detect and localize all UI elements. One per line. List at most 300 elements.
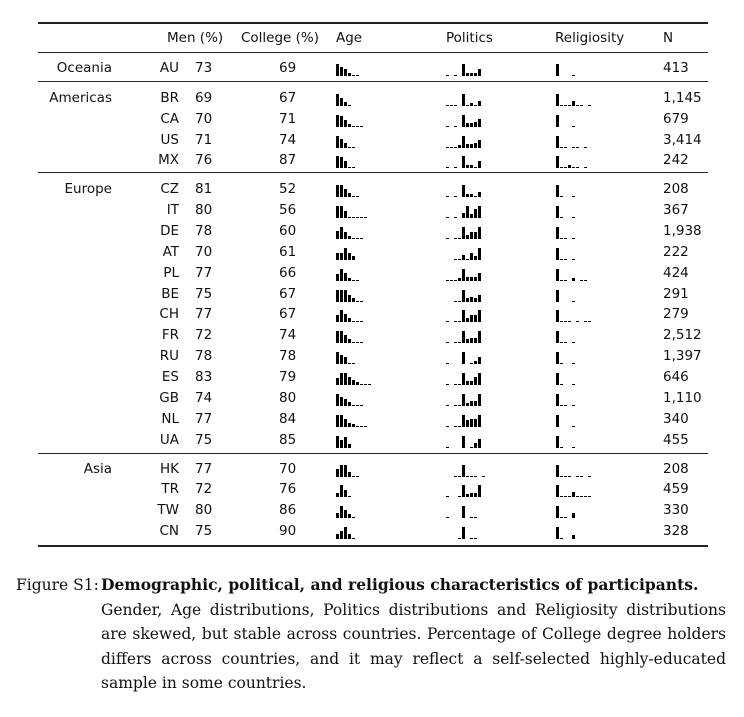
religiosity-sparkline-bar xyxy=(572,259,575,260)
table-rule xyxy=(38,172,708,173)
age-sparkline-bar xyxy=(356,196,359,197)
religiosity-sparkline-bar xyxy=(576,476,579,477)
politics-sparkline-bar xyxy=(454,75,457,76)
politics-sparkline-bar xyxy=(474,209,477,218)
age-sparkline-bar xyxy=(348,318,351,322)
religiosity-sparkline-bar xyxy=(560,259,563,260)
sample-size: 679 xyxy=(663,111,689,127)
religiosity-sparkline-bar xyxy=(564,238,567,239)
age-sparkline xyxy=(336,526,356,539)
politics-sparkline-bar xyxy=(470,381,473,385)
politics-sparkline-bar xyxy=(466,420,469,427)
politics-sparkline-bar xyxy=(474,517,477,518)
religiosity-sparkline-bar xyxy=(584,147,587,148)
religiosity-sparkline xyxy=(556,63,576,76)
age-sparkline xyxy=(336,268,360,281)
politics-sparkline-bar xyxy=(474,361,477,364)
politics-sparkline-bar xyxy=(470,447,473,448)
religiosity-sparkline xyxy=(556,135,588,148)
politics-sparkline-bar xyxy=(474,122,477,127)
age-sparkline-bar xyxy=(340,373,343,385)
men-percent: 72 xyxy=(195,327,213,343)
age-sparkline-bar xyxy=(352,280,355,281)
religiosity-sparkline-bar xyxy=(576,167,579,168)
age-sparkline-bar xyxy=(344,211,347,218)
religiosity-sparkline-bar xyxy=(560,447,563,448)
politics-sparkline-bar xyxy=(454,384,457,385)
politics-sparkline-bar xyxy=(474,256,477,260)
religiosity-sparkline-bar xyxy=(556,527,559,539)
politics-sparkline-bar xyxy=(454,105,457,106)
politics-sparkline-bar xyxy=(470,401,473,406)
religiosity-sparkline-bar xyxy=(572,196,575,197)
politics-sparkline-bar xyxy=(458,405,461,406)
politics-sparkline-bar xyxy=(454,405,457,406)
politics-sparkline-bar xyxy=(466,476,469,477)
politics-sparkline-bar xyxy=(482,476,485,477)
religiosity-sparkline-bar xyxy=(560,517,563,518)
sample-size: 208 xyxy=(663,461,689,477)
age-sparkline-bar xyxy=(348,105,351,106)
college-percent: 67 xyxy=(279,306,297,322)
age-sparkline-bar xyxy=(344,465,347,477)
age-sparkline-bar xyxy=(340,397,343,406)
religiosity-sparkline-bar xyxy=(568,165,571,168)
religiosity-sparkline-bar xyxy=(560,363,563,364)
politics-sparkline-bar xyxy=(478,192,481,197)
religiosity-sparkline-bar xyxy=(556,248,559,260)
age-sparkline-bar xyxy=(356,382,359,385)
religiosity-sparkline-bar xyxy=(556,94,559,106)
politics-sparkline-bar xyxy=(458,145,461,148)
politics-sparkline-bar xyxy=(458,496,461,497)
age-sparkline xyxy=(336,351,356,364)
politics-sparkline-bar xyxy=(462,527,465,539)
age-sparkline-bar xyxy=(336,206,339,218)
country-code: AT xyxy=(162,244,179,260)
religiosity-sparkline-bar xyxy=(556,290,559,302)
religiosity-sparkline-bar xyxy=(564,342,567,343)
religiosity-sparkline xyxy=(556,155,588,168)
religiosity-sparkline-bar xyxy=(572,535,575,539)
age-sparkline-bar xyxy=(336,378,339,385)
sample-size: 330 xyxy=(663,502,689,518)
politics-sparkline-bar xyxy=(470,315,473,322)
sample-size: 3,414 xyxy=(663,132,702,148)
religiosity-sparkline xyxy=(556,505,576,518)
age-sparkline-bar xyxy=(336,331,339,343)
religiosity-sparkline-bar xyxy=(556,394,559,406)
men-percent: 73 xyxy=(195,60,213,76)
age-sparkline-bar xyxy=(336,415,339,427)
politics-sparkline-bar xyxy=(454,167,457,168)
politics-sparkline-bar xyxy=(446,496,449,497)
politics-sparkline-bar xyxy=(462,227,465,239)
politics-sparkline-bar xyxy=(458,301,461,302)
religiosity-sparkline-bar xyxy=(572,405,575,406)
region-label: Asia xyxy=(83,461,112,477)
religiosity-sparkline-bar xyxy=(584,280,587,281)
religiosity-sparkline-bar xyxy=(588,496,591,497)
age-sparkline-bar xyxy=(340,157,343,168)
age-sparkline-bar xyxy=(356,217,359,218)
header-politics: Politics xyxy=(446,30,493,46)
age-sparkline-bar xyxy=(348,295,351,302)
age-sparkline-bar xyxy=(364,426,367,427)
age-sparkline-bar xyxy=(348,377,351,385)
age-sparkline-bar xyxy=(340,227,343,239)
religiosity-sparkline-bar xyxy=(560,196,563,197)
politics-sparkline-bar xyxy=(446,167,449,168)
politics-sparkline-bar xyxy=(474,73,477,76)
age-sparkline-bar xyxy=(336,469,339,477)
men-percent: 71 xyxy=(195,132,213,148)
religiosity-sparkline-bar xyxy=(556,115,559,127)
politics-sparkline-bar xyxy=(470,194,473,197)
men-percent: 81 xyxy=(195,181,213,197)
age-sparkline xyxy=(336,226,364,239)
politics-sparkline-bar xyxy=(466,259,469,260)
age-sparkline xyxy=(336,435,352,448)
politics-sparkline-bar xyxy=(462,94,465,106)
college-percent: 86 xyxy=(279,502,297,518)
age-sparkline-bar xyxy=(344,161,347,168)
religiosity-sparkline xyxy=(556,309,592,322)
age-sparkline-bar xyxy=(360,321,363,322)
religiosity-sparkline xyxy=(556,464,592,477)
country-code: US xyxy=(160,132,179,148)
age-sparkline-bar xyxy=(348,193,351,197)
religiosity-sparkline-bar xyxy=(560,238,563,239)
religiosity-sparkline xyxy=(556,484,592,497)
country-code: NL xyxy=(161,411,179,427)
country-code: ES xyxy=(161,369,179,385)
age-sparkline-bar xyxy=(352,217,355,218)
table-rule xyxy=(38,453,708,454)
caption-body: Gender, Age distributions, Politics distributions and Religiosity distributions are skewed, but stable across countries. Percentage of College degree holders differs across countries, and it may reflect a self-selected highly-educated sample in some countries. xyxy=(101,600,726,692)
country-code: UA xyxy=(159,432,179,448)
men-percent: 72 xyxy=(195,481,213,497)
politics-sparkline-bar xyxy=(458,384,461,385)
college-percent: 80 xyxy=(279,390,297,406)
politics-sparkline-bar xyxy=(466,318,469,322)
religiosity-sparkline-bar xyxy=(572,363,575,364)
politics-sparkline xyxy=(446,184,482,197)
age-sparkline-bar xyxy=(364,384,367,385)
age-sparkline-bar xyxy=(348,339,351,343)
sample-size: 242 xyxy=(663,152,689,168)
politics-sparkline-bar xyxy=(458,321,461,322)
age-sparkline-bar xyxy=(344,510,347,518)
politics-sparkline-bar xyxy=(470,517,473,518)
religiosity-sparkline-bar xyxy=(588,105,591,106)
age-sparkline-bar xyxy=(360,405,363,406)
politics-sparkline-bar xyxy=(466,339,469,343)
college-percent: 61 xyxy=(279,244,297,260)
caption-label: Figure S1: xyxy=(16,576,99,594)
religiosity-sparkline xyxy=(556,351,576,364)
religiosity-sparkline-bar xyxy=(564,321,567,322)
politics-sparkline xyxy=(446,114,482,127)
politics-sparkline-bar xyxy=(474,419,477,427)
men-percent: 80 xyxy=(195,502,213,518)
religiosity-sparkline-bar xyxy=(556,156,559,168)
college-percent: 85 xyxy=(279,432,297,448)
sample-size: 291 xyxy=(663,286,689,302)
age-sparkline-bar xyxy=(340,139,343,148)
religiosity-sparkline-bar xyxy=(560,496,563,497)
age-sparkline-bar xyxy=(352,538,355,539)
politics-sparkline-bar xyxy=(462,255,465,260)
religiosity-sparkline-bar xyxy=(556,310,559,322)
religiosity-sparkline-bar xyxy=(572,101,575,106)
politics-sparkline-bar xyxy=(462,373,465,385)
sample-size: 646 xyxy=(663,369,689,385)
politics-sparkline xyxy=(446,135,482,148)
politics-sparkline xyxy=(446,93,482,106)
politics-sparkline-bar xyxy=(466,194,469,197)
sample-size: 2,512 xyxy=(663,327,702,343)
country-code: CZ xyxy=(160,181,179,197)
age-sparkline xyxy=(336,135,356,148)
age-sparkline-bar xyxy=(336,290,339,302)
age-sparkline-bar xyxy=(360,426,363,427)
politics-sparkline-bar xyxy=(478,119,481,127)
politics-sparkline xyxy=(446,351,482,364)
age-sparkline-bar xyxy=(344,373,347,385)
age-sparkline-bar xyxy=(352,238,355,239)
religiosity-sparkline-bar xyxy=(564,259,567,260)
age-sparkline-bar xyxy=(352,75,355,76)
politics-sparkline-bar xyxy=(446,363,449,364)
politics-sparkline-bar xyxy=(462,352,465,364)
politics-sparkline-bar xyxy=(446,238,449,239)
politics-sparkline-bar xyxy=(458,278,461,281)
politics-sparkline-bar xyxy=(462,290,465,302)
politics-sparkline-bar xyxy=(466,235,469,239)
religiosity-sparkline-bar xyxy=(584,496,587,497)
college-percent: 67 xyxy=(279,286,297,302)
politics-sparkline-bar xyxy=(470,144,473,148)
politics-sparkline-bar xyxy=(450,147,453,148)
politics-sparkline-bar xyxy=(478,69,481,76)
men-percent: 77 xyxy=(195,461,213,477)
politics-sparkline-bar xyxy=(450,105,453,106)
religiosity-sparkline-bar xyxy=(572,384,575,385)
politics-sparkline-bar xyxy=(446,75,449,76)
age-sparkline-bar xyxy=(340,290,343,302)
college-percent: 74 xyxy=(279,327,297,343)
sample-size: 1,397 xyxy=(663,348,702,364)
religiosity-sparkline-bar xyxy=(584,167,587,168)
age-sparkline-bar xyxy=(356,405,359,406)
age-sparkline-bar xyxy=(356,426,359,427)
politics-sparkline xyxy=(446,526,478,539)
religiosity-sparkline-bar xyxy=(556,485,559,497)
age-sparkline-bar xyxy=(356,280,359,281)
age-sparkline xyxy=(336,114,364,127)
college-percent: 52 xyxy=(279,181,297,197)
religiosity-sparkline-bar xyxy=(556,373,559,385)
politics-sparkline-bar xyxy=(474,401,477,406)
age-sparkline xyxy=(336,247,356,260)
religiosity-sparkline-bar xyxy=(580,496,583,497)
politics-sparkline xyxy=(446,205,482,218)
age-sparkline xyxy=(336,464,360,477)
religiosity-sparkline-bar xyxy=(556,331,559,343)
header-college: College (%) xyxy=(241,30,320,46)
politics-sparkline-bar xyxy=(454,196,457,197)
sample-size: 1,938 xyxy=(663,223,702,239)
age-sparkline-bar xyxy=(348,423,351,427)
politics-sparkline-bar xyxy=(462,485,465,497)
politics-sparkline-bar xyxy=(462,213,465,218)
age-sparkline-bar xyxy=(352,380,355,385)
politics-sparkline-bar xyxy=(470,338,473,343)
age-sparkline-bar xyxy=(344,527,347,539)
politics-sparkline-bar xyxy=(446,426,449,427)
religiosity-sparkline-bar xyxy=(556,269,559,281)
politics-sparkline xyxy=(446,155,482,168)
age-sparkline-bar xyxy=(336,513,339,518)
politics-sparkline xyxy=(446,505,478,518)
politics-sparkline-bar xyxy=(478,161,481,168)
age-sparkline-bar xyxy=(352,256,355,260)
country-code: PL xyxy=(163,265,179,281)
men-percent: 77 xyxy=(195,306,213,322)
table-rule xyxy=(38,22,708,24)
religiosity-sparkline-bar xyxy=(560,105,563,106)
religiosity-sparkline xyxy=(556,93,592,106)
age-sparkline xyxy=(336,309,364,322)
age-sparkline-bar xyxy=(360,342,363,343)
politics-sparkline-bar xyxy=(466,381,469,385)
age-sparkline xyxy=(336,414,368,427)
age-sparkline-bar xyxy=(348,73,351,76)
age-sparkline-bar xyxy=(368,384,371,385)
age-sparkline-bar xyxy=(348,444,351,448)
age-sparkline-bar xyxy=(344,143,347,148)
politics-sparkline-bar xyxy=(458,342,461,343)
religiosity-sparkline-bar xyxy=(560,538,563,539)
politics-sparkline-bar xyxy=(478,101,481,106)
sample-size: 413 xyxy=(663,60,689,76)
politics-sparkline-bar xyxy=(454,147,457,148)
country-code: RU xyxy=(159,348,179,364)
politics-sparkline-bar xyxy=(446,147,449,148)
religiosity-sparkline-bar xyxy=(556,136,559,148)
age-sparkline-bar xyxy=(336,253,339,260)
country-code: IT xyxy=(166,202,179,218)
politics-sparkline-bar xyxy=(474,476,477,477)
header-religiosity: Religiosity xyxy=(555,30,625,46)
politics-sparkline-bar xyxy=(470,253,473,260)
men-percent: 80 xyxy=(195,202,213,218)
politics-sparkline-bar xyxy=(446,405,449,406)
age-sparkline-bar xyxy=(344,490,347,497)
politics-sparkline-bar xyxy=(462,394,465,406)
age-sparkline xyxy=(336,505,356,518)
religiosity-sparkline-bar xyxy=(560,217,563,218)
age-sparkline-bar xyxy=(356,238,359,239)
politics-sparkline-bar xyxy=(458,538,461,539)
religiosity-sparkline-bar xyxy=(572,167,575,168)
religiosity-sparkline-bar xyxy=(580,280,583,281)
religiosity-sparkline-bar xyxy=(560,384,563,385)
religiosity-sparkline-bar xyxy=(564,167,567,168)
college-percent: 87 xyxy=(279,152,297,168)
politics-sparkline-bar xyxy=(458,426,461,427)
religiosity-sparkline-bar xyxy=(576,496,579,497)
college-percent: 69 xyxy=(279,60,297,76)
age-sparkline-bar xyxy=(356,321,359,322)
religiosity-sparkline xyxy=(556,247,576,260)
age-sparkline-bar xyxy=(344,189,347,197)
politics-sparkline-bar xyxy=(474,443,477,448)
politics-sparkline-bar xyxy=(466,403,469,406)
age-sparkline-bar xyxy=(352,126,355,127)
age-sparkline-bar xyxy=(336,315,339,322)
country-code: GB xyxy=(159,390,179,406)
men-percent: 76 xyxy=(195,152,213,168)
religiosity-sparkline-bar xyxy=(572,513,575,518)
age-sparkline-bar xyxy=(352,517,355,518)
politics-sparkline-bar xyxy=(462,331,465,343)
politics-sparkline-bar xyxy=(446,196,449,197)
sample-size: 424 xyxy=(663,265,689,281)
sample-size: 459 xyxy=(663,481,689,497)
age-sparkline-bar xyxy=(352,321,355,322)
age-sparkline-bar xyxy=(348,363,351,364)
religiosity-sparkline-bar xyxy=(564,147,567,148)
age-sparkline-bar xyxy=(336,94,339,106)
politics-sparkline-bar xyxy=(454,426,457,427)
region-label: Oceania xyxy=(56,60,112,76)
politics-sparkline-bar xyxy=(454,217,457,218)
religiosity-sparkline-bar xyxy=(560,321,563,322)
age-sparkline-bar xyxy=(340,485,343,497)
country-code: MX xyxy=(158,152,179,168)
religiosity-sparkline-bar xyxy=(564,496,567,497)
age-sparkline-bar xyxy=(340,355,343,364)
age-sparkline xyxy=(336,372,372,385)
politics-sparkline-bar xyxy=(478,373,481,385)
religiosity-sparkline-bar xyxy=(556,436,559,448)
politics-sparkline-bar xyxy=(454,476,457,477)
men-percent: 75 xyxy=(195,286,213,302)
religiosity-sparkline xyxy=(556,226,576,239)
religiosity-sparkline-bar xyxy=(560,476,563,477)
politics-sparkline-bar xyxy=(466,144,469,148)
politics-sparkline-bar xyxy=(478,439,481,448)
politics-sparkline xyxy=(446,247,482,260)
age-sparkline-bar xyxy=(336,493,339,497)
age-sparkline-bar xyxy=(348,253,351,260)
age-sparkline-bar xyxy=(340,310,343,322)
age-sparkline-bar xyxy=(344,314,347,322)
religiosity-sparkline-bar xyxy=(576,147,579,148)
age-sparkline-bar xyxy=(344,419,347,427)
politics-sparkline-bar xyxy=(474,338,477,343)
politics-sparkline-bar xyxy=(454,342,457,343)
age-sparkline-bar xyxy=(348,496,351,497)
religiosity-sparkline-bar xyxy=(576,321,579,322)
country-code: DE xyxy=(160,223,179,239)
religiosity-sparkline-bar xyxy=(572,217,575,218)
age-sparkline-bar xyxy=(344,335,347,343)
politics-sparkline-bar xyxy=(478,227,481,239)
politics-sparkline-bar xyxy=(462,506,465,518)
